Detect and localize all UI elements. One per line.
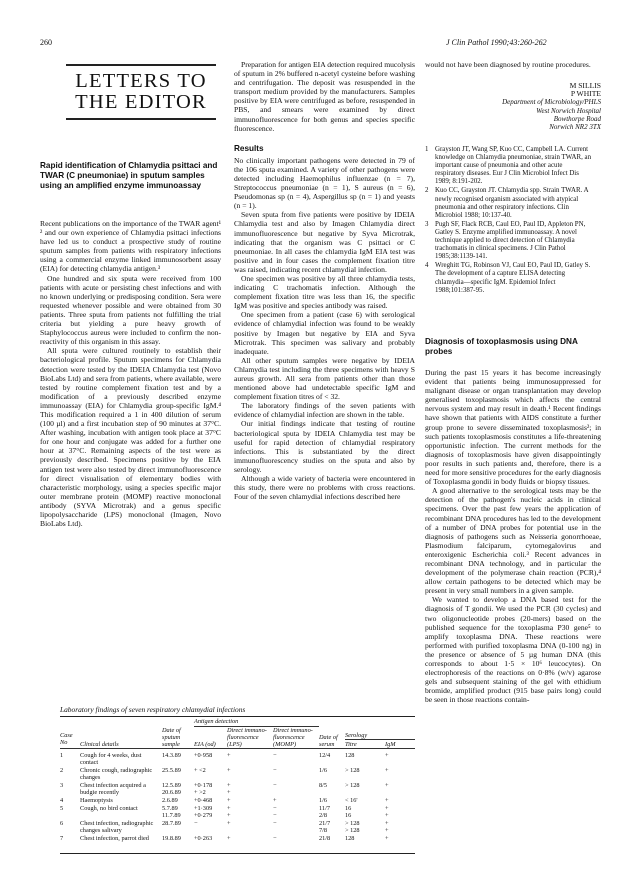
cell-clinical-details: Chest infection, radiographic changes salivary: [80, 820, 154, 834]
cell-lps: + +: [227, 782, 231, 796]
cell-lps: +: [227, 820, 231, 827]
cell-clinical-details: Cough for 4 weeks, dust contact: [80, 752, 142, 766]
col-header-momp: Direct immuno-fluorescence (MOMP): [273, 727, 313, 748]
group-antigen-label: Antigen detection: [194, 718, 239, 725]
results-para-5: All other sputum samples were negative by IDEIA Chlamydia test including the three specimens with heavy S aureus growth. All sera from patients other than those mentioned above had undetectable specific IgM and complement fixation titres of < 32.: [234, 355, 415, 402]
journal-citation: J Clin Pathol 1990;43:260-262: [446, 38, 547, 47]
results-para-2: Seven sputa from five patients were positive by IDEIA Chlamydia test and also by Imagen Chlamydia direct immunofluorescence but negative by Syva Microtrak, indicating that the organism was C psittaci or C pneumoniae. In all cases the chlamydia IgM EIA test was positive and in four cases the complement fixation titre was raised, indicating recent chlamydial infection.: [234, 210, 415, 274]
letter2-para-1: During the past 15 years it has become increasingly evident that patients being immunosuppressed for malignant disease or organ transplantation may develop generalised toxoplasmosis which affects the central nervous system and may result in death.¹ Recent findings have shown that patients with AIDS constitute a further group prone to severe disseminated toxoplasmosis²; in such patients toxoplasmosis constitutes a life-threatening opportunistic infection. The current methods for the diagnosis of toxoplasmosis have given disappointingly poor results in such patients and, therefore, there is a need for more sensitive procedures for the early diagnosis of Toxoplasma gondii in body fluids or biopsy tissues.: [425, 368, 601, 487]
table-top-rule: [60, 716, 415, 717]
cell-eia: +0·958: [194, 752, 213, 759]
col-header-titre: Titre: [345, 741, 357, 748]
col-header-serology-group: [345, 727, 415, 749]
table-bottom-rule: [60, 853, 415, 854]
findings-table: [60, 718, 415, 842]
cell-titre: > 128 > 128: [345, 820, 360, 834]
cell-titre: > 128: [345, 782, 360, 789]
cell-date-sample: 2.6.89: [162, 797, 178, 804]
results-para-4: One specimen from a patient (case 6) with serological evidence of chlamydial infection was found to be weakly positive by Imagen but negative by EIA and Syva Microtrak. This specimen was salivary and probably inadequate.: [234, 310, 415, 356]
cell-date-serum: 11/7 2/8: [319, 805, 330, 819]
table-caption: Laboratory findings of seven respiratory chlamydial infections: [60, 705, 246, 714]
reference-item: [425, 146, 593, 186]
letter2-body: [425, 368, 601, 704]
results-heading: Results: [234, 143, 264, 153]
cell-igm: +: [385, 835, 389, 842]
cell-date-serum: 1/6: [319, 767, 328, 774]
cell-date-sample: 28.7.89: [162, 820, 181, 827]
cell-momp: +: [273, 797, 277, 804]
letter1-column-1: [40, 219, 221, 528]
cell-igm: +: [385, 767, 389, 774]
cell-lps: +: [227, 752, 231, 759]
cell-lps: + +: [227, 805, 231, 819]
table-body: [60, 749, 415, 843]
reference-text: Grayston JT, Wang SP, Kuo CC, Campbell LA. Current knowledge on Chlamydia pneumoniae, strain TWAR, an important cause of pneumonia and other acute respiratory diseases. Eur J Clin Microbiol Infect Dis 1989; 8:191-202.: [435, 146, 592, 186]
reference-number: 4: [425, 262, 429, 270]
cell-igm: + +: [385, 805, 389, 819]
reference-text: Kuo CC, Grayston JT. Chlamydia spp. Strain TWAR. A newly recognised organism associated with atypical pneumonia and other respiratory infections. Clin Microbiol 1988; 10:137-40.: [435, 187, 589, 219]
cell-date-sample: 19.8.89: [162, 835, 181, 842]
cell-case: 4: [60, 797, 64, 804]
results-para-6: The laboratory findings of the seven patients with evidence of chlamydial infection are shown in the table.: [234, 401, 415, 420]
table-row: [60, 749, 415, 767]
cell-date-sample: 25.5.89: [162, 767, 181, 774]
cell-titre: 128: [345, 835, 355, 842]
reference-number: 3: [425, 220, 429, 228]
col-header-clinical-details: Clinical details: [80, 741, 119, 748]
results-para-3: One specimen was positive by all three chlamydia tests, indicating C trachomatis infection. Although the complement fixation titre was less than 16, the specific IgM was positive and species antibody was raised.: [234, 273, 415, 311]
results-para-7: Our initial findings indicate that testing of routine bacteriological sputa by IDEIA Chlamydia test may be useful for rapid detection of chlamydial respiratory infections. This is substantiated by the direct immunofluorescency studies on the sputa and also by serology.: [234, 419, 415, 474]
cell-case: 7: [60, 835, 64, 842]
cell-case: 6: [60, 820, 64, 827]
cell-eia: −: [194, 820, 198, 827]
cell-date-serum: 8/5: [319, 782, 328, 789]
banner-bottom-rule: [66, 118, 216, 120]
cell-titre: > 128: [345, 767, 360, 774]
letter2-para-2: A good alternative to the serological tests may be the detection of the pathogen's nucleic acids in clinical specimens. Over the past few years the application of recombinant DNA procedures has led to the development of a number of DNA probes for potential use in the diagnosis of pathogens such as Neisseria gonorrhoeae, Plasmodium falciparum, cytomegalovirus and enteroxigenic Escherichia coli.³ Recent advances in recombinant DNA technology, and in particular the development of the polymerase chain reaction (PCR),⁴ allow certain pathogens to be detected which may be present in very small numbers in a given sample.: [425, 486, 601, 596]
banner-line-1: LETTERS TO: [75, 70, 207, 92]
group-serology-label: Serology: [345, 732, 415, 740]
cell-date-serum: 12/4: [319, 752, 331, 759]
col-header-date-sample: Date of sputum sample: [162, 727, 181, 748]
affiliation-line-4: Norwich NR2 3TX: [549, 123, 601, 132]
reference-text: Pugh SF, Flack RCB, Caul EO, Paul ID, Appleton PN, Gatley S. Enzyme amplified immunoassay. A novel technique applied to direct detection of Chlamydia trachomatis in clinical specimens. J Clin Pathol 1985;38:1139-141.: [435, 220, 586, 261]
letter1-para-preparation: Preparation for antigen EIA detection required mucolysis of sputum in 2% buffered n-acetyl cysteine before washing and centrifugation. The deposit was resuspended in the transport medium provided by the manufacturers. Samples positive by EIA were centrifuged as before, resuspended in PBS, and smears were examined by direct immunofluorescence for both genus and species specific fluorescence.: [234, 60, 415, 133]
cell-date-sample: 14.3.89: [162, 752, 181, 759]
table-row: [60, 781, 415, 796]
cell-eia: +0·468: [194, 797, 213, 804]
author-name-2: P WHITE: [570, 89, 601, 99]
col-header-eia: EIA (od): [194, 741, 216, 748]
page-number: 260: [40, 38, 52, 47]
banner-top-rule: [66, 64, 216, 66]
group-antigen-detection: [194, 718, 319, 727]
table-row: [60, 766, 415, 781]
cell-momp: − −: [273, 805, 277, 819]
reference-number: 1: [425, 146, 429, 153]
cell-titre: < 16': [345, 797, 358, 804]
letter1-column-2: [234, 60, 415, 501]
reference-number: 2: [425, 187, 429, 195]
cell-igm: +: [385, 782, 389, 789]
table-row: [60, 804, 415, 819]
cell-igm: +: [385, 797, 389, 804]
col-header-igm: IgM: [385, 741, 396, 748]
section-banner: [60, 71, 222, 113]
results-para-1: No clinically important pathogens were detected in 79 of the 106 sputa examined. A variety of other pathogens were detected including Haemophilus influenzae (n = 7), Streptococcus pneumoniae (n = 1), S aureus (n = 6), Pseudomonas sp (n = 4), Aspergillus sp (n = 1) and yeasts (n = 1).: [234, 155, 415, 211]
cell-date-sample: 5.7.89 11.7.89: [162, 805, 181, 819]
col-header-case: Case No: [60, 732, 73, 746]
cell-case: 5: [60, 805, 64, 812]
cell-igm: +: [385, 752, 389, 759]
cell-clinical-details: Haemoptysis: [80, 797, 113, 804]
reference-text: Wreghitt TG, Robinson VJ, Caul EO, Paul ID, Gatley S. The development of a capture ELISA detecting chlamydia—specific IgM. Epidemiol Infect 1988;101:387-95.: [435, 262, 591, 294]
cell-date-serum: 1/6: [319, 797, 328, 804]
table-group-header-row: [60, 718, 415, 727]
reference-item: [425, 221, 593, 261]
banner-line-2: THE EDITOR: [75, 91, 207, 113]
results-para-8: Although a wide variety of bacteria were encountered in this study, there were no problems with cross reactions. Four of the seven chlamydial infections described here: [234, 474, 415, 502]
table-row: [60, 834, 415, 842]
affiliation-line-1: Department of Microbiology/PHLS: [502, 98, 601, 107]
cell-igm: + +: [385, 820, 389, 834]
cell-clinical-details: Chronic cough, radiographic changes: [80, 767, 153, 781]
cell-clinical-details: Cough, no bird contact: [80, 805, 138, 812]
cell-clinical-details: Chest infection acquired a budgie recently: [80, 782, 146, 796]
letter1-para-intro: Recent publications on the importance of the TWAR agent¹ ² and our own experience of Chlamydia psittaci infections have led us to conduct a prospective study of routine sputum samples from patients with respiratory infections using a commercial enzyme linked immunosorbent assay (EIA) for detecting chlamydia antigen.³: [40, 219, 221, 274]
letter1-conclusion: would not have been diagnosed by routine procedures.: [425, 60, 591, 69]
signature-block: [425, 82, 601, 131]
table-header-row: [60, 727, 415, 749]
cell-date-serum: 21/7 7/8: [319, 820, 331, 834]
cell-case: 2: [60, 767, 64, 774]
col-header-lps: Direct immuno-fluorescence (LPS): [227, 727, 267, 748]
reference-item: [425, 262, 593, 294]
cell-titre: 16 16: [345, 805, 352, 819]
cell-momp: −: [273, 752, 277, 759]
letter1-para-tests: All sputa were cultured routinely to establish their bacteriological profile. Sputum specimens for Chlamydia detection were tested by the IDEIA Chlamydia test (Novo BioLabs Ltd) and sera from patients, where available, were tested by routine complement fixation test and by a modification of a previously described enzyme immunoassay (EIA) for Chlamydia group-specific IgM.⁴ This modification required a 1 in 400 dilution of serum (100 µl) and a first incubation step of 90 minutes at 37°C. After washing, incubation with antigen took place at 37°C for one hour and conjugate was added for a further one hour at 37°C. Remaining aspects of the test were as previously described. Specimens positive by the EIA antigen test were also tested by direct immunofluorescence for direct visualisation of elementary bodies with characteristic morphology, using a species specific major outer membrane protein (MOMP) reactive monoclonal antibody (SYVA Microtrak) and a genus specific lipopolysaccharide (LPS) monoclonal (Imagen, Novo BioLabs Ltd).: [40, 346, 221, 529]
table-row: [60, 796, 415, 804]
cell-case: 3: [60, 782, 64, 789]
letter1-para-methods: One hundred and six sputa were received from 100 patients with acute or persisting chest infections and with no known underlying or predisposing condition. Sera were requested whenever possible and were obtained from 30 patients. Three sputa from patients not fulfilling the trial criteria but yielding a pure heavy growth of Staphylococcus aureus were included to confirm the non-reactivity of this organism in this assay.: [40, 273, 221, 347]
cell-lps: +: [227, 767, 231, 774]
letter2-title: Diagnosis of toxoplasmosis using DNA probes: [425, 337, 578, 356]
cell-date-serum: 21/8: [319, 835, 331, 842]
cell-lps: +: [227, 835, 231, 842]
cell-eia: +1·309 +0·279: [194, 805, 213, 819]
cell-momp: −: [273, 782, 277, 789]
cell-date-sample: 12.5.89 20.6.89: [162, 782, 181, 796]
table-row: [60, 819, 415, 834]
cell-clinical-details: Chest infection, parrot died: [80, 835, 149, 842]
cell-momp: −: [273, 820, 277, 827]
letter1-title: Rapid identification of Chlamydia psittaci and TWAR (C pneumoniae) in sputum samples using an amplified enzyme immunoassay: [40, 161, 218, 190]
col-header-date-serum: Date of serum: [319, 734, 338, 748]
cell-case: 1: [60, 752, 64, 759]
author-name-1: M SILLIS: [569, 81, 601, 90]
cell-lps: +: [227, 797, 231, 804]
cell-eia: + <2: [194, 767, 206, 774]
cell-eia: +0·178 + >2: [194, 782, 213, 796]
reference-item: [425, 187, 593, 219]
cell-titre: 128: [345, 752, 355, 759]
cell-momp: −: [273, 835, 277, 842]
affiliation-line-2: West Norwich Hospital: [536, 106, 601, 115]
affiliation-line-3: Bowthorpe Road: [553, 114, 601, 123]
cell-momp: −: [273, 767, 277, 774]
cell-eia: +0·263: [194, 835, 213, 842]
letter2-para-3: We wanted to develop a DNA based test for the diagnosis of T gondii. We used the PCR (30 cycles) and two oligonucleotide probes (20-mers) based on the published sequence for the toxoplasma P30 gene⁵ to amplify toxoplasma DNA. These reactions were performed with purified toxoplasma DNA (0-100 ng) in the presence or absence of 5 µg human DNA (this corresponds to about 1·5 × 10⁶ leucocytes). On electrophoresis of the reactions on 0·8% (w/v) agarose gels and subsequent staining of the gel with ethidium bromide, amplified product (915 base pairs long) could be seen in those reactions contain-: [425, 595, 601, 705]
references-list: [425, 146, 593, 296]
